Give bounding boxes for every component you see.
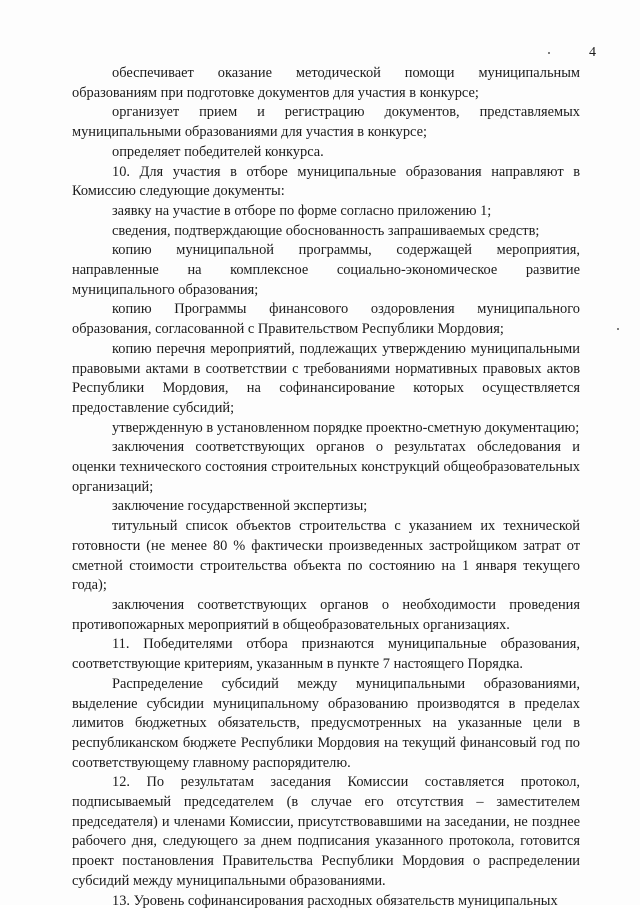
paragraph: 13. Уровень софинансирования расходных обязательств муниципальных: [112, 892, 558, 909]
paragraph: 11. Победителями отбора признаются муниципальные образования, соответствующие критериям, указанным в пункте 7 настоящего Порядка.: [72, 636, 580, 673]
paragraph: копию Программы финансового оздоровления муниципального образования, согласованной с Правительством Республики Мордовия;: [72, 301, 580, 338]
paragraph: заявку на участие в отборе по форме согласно приложению 1;: [112, 202, 492, 219]
paragraph: обеспечивает оказание методической помощи муниципальным образованиям при подготовке документов для участия в конкурсе;: [72, 65, 580, 101]
scan-speck: [617, 328, 619, 330]
paragraph: заключения соответствующих органов о результатах обследования и оценки технического состояния строительных конструкций общеобразовательных организаций;: [72, 439, 580, 495]
paragraph: заключения соответствующих органов о необходимости проведения противопожарных мероприятий в общеобразовательных организациях.: [72, 596, 580, 633]
paragraph: сведения, подтверждающие обоснованность запрашиваемых средств;: [112, 222, 540, 239]
paragraph: копию перечня мероприятий, подлежащих утверждению муниципальными правовыми актами в соответствии с требованиями нормативных правовых актов Республики Мордовия, на софинансирование которых осуществляется предоставление субсидий;: [72, 340, 580, 416]
paragraph: организует прием и регистрацию документов, представляемых муниципальными образованиями для участия в конкурсе;: [72, 104, 580, 141]
paragraph: Распределение субсидий между муниципальными образованиями, выделение субсидии муниципальному образованию производятся в пределах лимитов бюджетных обязательств, предусмотренных на указанные цели в республиканском бюджете Республики Мордовия на текущий финансовый год по соответствующему главному распорядителю.: [72, 675, 580, 771]
paragraph: копию муниципальной программы, содержащей мероприятия, направленные на комплексное социально-экономическое развитие муниципального образования;: [72, 242, 580, 298]
paragraph: определяет победителей конкурса.: [112, 143, 324, 160]
paragraph: титульный список объектов строительства с указанием их технической готовности (не менее 80 % фактически произведенных застройщиком затрат от сметной стоимости строительства объекта по состоянию на 1 января текущего года);: [72, 518, 580, 594]
scan-speck: [548, 52, 550, 54]
paragraph: 10. Для участия в отборе муниципальные образования направляют в Комиссию следующие документы:: [72, 163, 580, 200]
paragraph: 12. По результатам заседания Комиссии составляется протокол, подписываемый председателем (в случае его отсутствия – заместителем председателя) и членами Комиссии, присутствовавшими на заседании, не позднее рабочего дня, следующего за днем подписания указанного протокола, готовится проект постановления Правительства Республики Мордовия о распределении субсидий между муниципальными образованиями.: [72, 774, 580, 889]
paragraph: утвержденную в установленном порядке проектно-сметную документацию;: [112, 419, 580, 436]
paragraph: заключение государственной экспертизы;: [112, 498, 368, 515]
document-text: [72, 64, 580, 911]
page-number: 4: [589, 45, 596, 60]
